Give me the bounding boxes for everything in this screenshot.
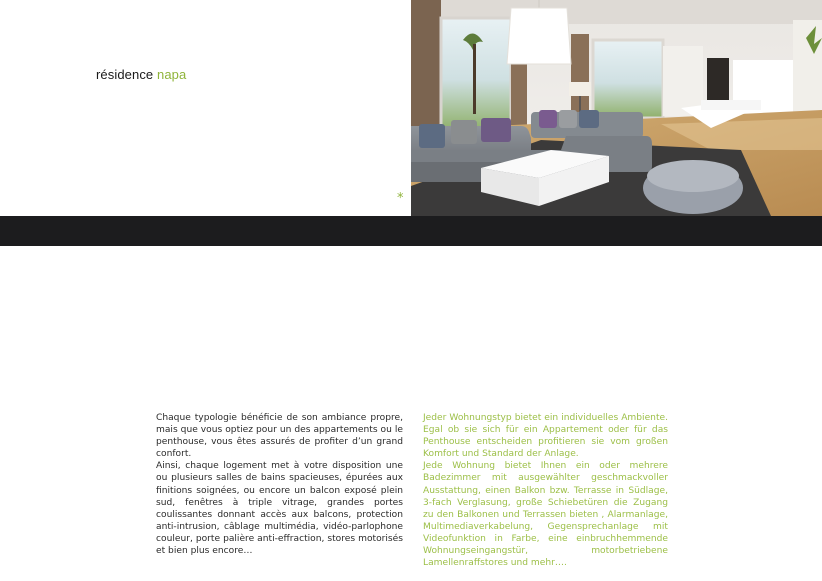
- ornament-asterisk: *: [397, 191, 404, 206]
- brand-title: [96, 67, 186, 82]
- paragraph-fr-1: Chaque typologie bénéficie de son ambiance propre, mais que vous optiez pour un des appartements ou le penthouse, vous êtes assurés de profiter d’un grand confort.: [156, 413, 403, 460]
- paragraph-fr-2: Ainsi, chaque logement met à votre disposition une ou plusieurs salles de bains spacieuses, épurées aux finitions soignées, ou encore un balcon exposé plein sud, fenêtres à triple vitrage, grandes portes coulissantes donnant accès aux balcons, protection anti-intrusion, câblage multimédia, vidéo-parlophone couleur, porte palière anti-effraction, stores motorisés et bien plus encore…: [156, 461, 403, 557]
- paragraph-de-2: Jede Wohnung bietet Ihnen ein oder mehrere Badezimmer mit ausgewählter geschmackvoller Ausstattung, einen Balkon bzw. Terrasse in Südlage, 3-fach Verglasung, große Schiebetüren die Zugang zu den Balkonen und Terrassen bieten , Alarmanlage, Multimediaverkabelung, Gegensprechanlage mit Videofunktion in Farbe, eine einbruchhemmende Wohnungseingangstür, motorbetriebene Lamellenraffstores und mehr….: [423, 461, 668, 569]
- text-column-french: [156, 412, 403, 557]
- text-column-german: [423, 412, 668, 569]
- paragraph-de-1: Jeder Wohnungstyp bietet ein individuelles Ambiente. Egal ob sie sich für ein Appartement oder für das Penthouse entscheiden profitieren sie vom großen Komfort und Standard der Anlage.: [423, 413, 668, 460]
- brand-word-residence: résidence: [96, 67, 154, 82]
- dark-divider-band: [0, 216, 822, 246]
- interior-photo: [411, 0, 822, 216]
- brand-word-napa: napa: [157, 67, 187, 82]
